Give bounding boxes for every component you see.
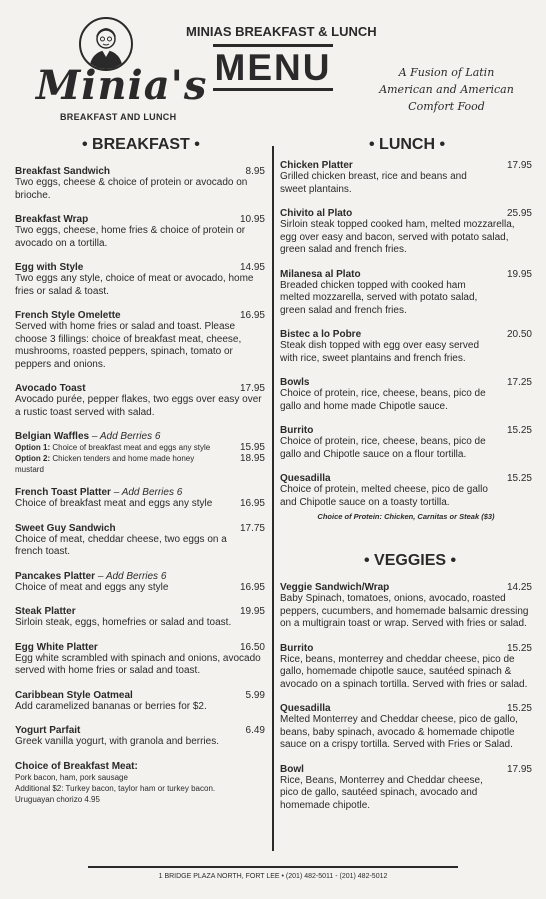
item-description: Choice of breakfast meat and eggs any style: [15, 498, 213, 509]
option-text: Chicken tenders and home made honey mustard: [15, 454, 195, 474]
item-description: Two eggs, cheese, home fries & choice of protein or avocado on a tortilla.: [15, 225, 246, 249]
item-description: Melted Monterrey and Cheddar cheese, pico de gallo, beans, baby spinach, avocado & homemade chipotle sauce on a crispy tortilla. Served with Fries or Salad.: [280, 714, 518, 750]
item-name: Breakfast Wrap: [15, 214, 89, 225]
menu-item: [280, 269, 532, 318]
menu-item: [15, 642, 265, 678]
item-description: Greek vanilla yogurt, with granola and berries.: [15, 736, 219, 747]
item-description: Choice of protein, melted cheese, pico de gallo and Chipotle sauce on a toasty tortilla.: [280, 484, 488, 508]
menu-item: [15, 690, 265, 714]
breakfast-column: [15, 166, 265, 805]
meat-line: Pork bacon, ham, pork sausage: [15, 772, 128, 782]
menu-title: MENU: [213, 44, 333, 91]
menu-item: [15, 166, 265, 202]
menu-item: [15, 523, 265, 559]
option-row: [15, 453, 265, 475]
option-row: [15, 442, 265, 453]
option-text: Choice of breakfast meat and eggs any style: [52, 443, 211, 452]
item-description: Choice of meat and eggs any style: [15, 581, 169, 593]
item-description: Breaded chicken topped with cooked ham melted mozzarella, served with potato salad, green salad and french fries.: [280, 279, 478, 316]
logo-subtitle: BREAKFAST AND LUNCH: [60, 112, 177, 122]
item-name: Egg White Platter: [15, 641, 98, 653]
breakfast-meat-note: [15, 761, 265, 805]
item-price: 16.95: [239, 498, 265, 509]
item-name: Steak Platter: [15, 606, 76, 617]
item-name: Avocado Toast: [15, 383, 86, 394]
item-name: Pancakes Platter: [15, 570, 96, 582]
item-description: Sirloin steak topped cooked ham, melted mozzarella, egg over easy and bacon, served with potato salad, green salad and french fries.: [280, 219, 515, 255]
item-extra: – Add Berries 6: [91, 431, 161, 442]
lunch-column: [280, 160, 532, 521]
protein-note: Choice of Protein: Chicken, Carnitas or Steak ($3): [317, 512, 495, 521]
item-name: Bowls: [280, 377, 310, 388]
item-name: Belgian Waffles: [15, 431, 90, 442]
option-label: Option 1:: [15, 443, 51, 452]
item-description: Choice of protein, rice, cheese, beans, pico de gallo and home made Chipotle sauce.: [280, 388, 486, 412]
item-description: Steak dish topped with egg over easy served with rice, sweet plantains and french fries.: [280, 340, 480, 364]
item-name: Egg with Style: [15, 262, 84, 273]
menu-item: [280, 764, 532, 813]
item-name: French Toast Platter: [15, 487, 111, 498]
column-divider: [272, 146, 274, 851]
item-price: 19.95: [239, 606, 265, 617]
menu-item: [15, 571, 265, 595]
menu-item: [15, 487, 265, 511]
item-price: 17.75: [239, 522, 265, 534]
item-extra: – Add Berries 6: [97, 570, 167, 582]
item-price: 16.50: [239, 641, 265, 653]
veggies-heading: • VEGGIES •: [364, 552, 457, 569]
item-name: Breakfast Sandwich: [15, 166, 111, 177]
item-name: French Style Omelette: [15, 310, 121, 321]
menu-item: [15, 262, 265, 298]
item-price: 19.95: [506, 268, 532, 280]
restaurant-name: MINIAS BREAKFAST & LUNCH: [186, 24, 377, 39]
item-description: Choice of meat, cheddar cheese, two eggs on a french toast.: [15, 533, 227, 557]
item-description: Sirloin steak, eggs, homefries or salad and toast.: [15, 617, 232, 628]
veggies-column: [280, 582, 532, 812]
item-name: Quesadilla: [280, 703, 331, 714]
item-description: Avocado purée, pepper flakes, two eggs over easy over a rustic toast served with salad.: [15, 394, 262, 418]
menu-item: [280, 329, 532, 365]
menu-header: [0, 0, 546, 130]
item-price: 16.95: [239, 310, 265, 321]
item-description: Choice of protein, rice, cheese, beans, pico de gallo and Chipotle sauce on a flour tortilla.: [280, 436, 486, 460]
item-price: 17.25: [506, 377, 532, 388]
item-name: Chivito al Plato: [280, 208, 353, 219]
item-name: Bistec a lo Pobre: [280, 329, 362, 340]
item-price: 14.25: [506, 582, 532, 593]
item-name: Yogurt Parfait: [15, 725, 81, 736]
menu-item: [15, 214, 265, 250]
menu-item: [280, 703, 532, 752]
menu-item: [15, 310, 265, 371]
item-extra: – Add Berries 6: [113, 487, 183, 498]
item-name: Veggie Sandwich/Wrap: [280, 582, 390, 593]
item-price: 17.95: [239, 383, 265, 394]
item-price: 15.25: [506, 473, 532, 484]
item-price: 20.50: [506, 329, 532, 340]
item-price: 15.25: [506, 703, 532, 714]
item-description: Served with home fries or salad and toast. Please choose 3 fillings: choice of breakfast meat, cheese, mushrooms, roasted peppers, spinach, tomato or peppers and onions.: [15, 321, 242, 370]
item-name: Chicken Platter: [280, 160, 353, 171]
item-price: 15.25: [506, 642, 532, 654]
item-price: 14.95: [239, 262, 265, 273]
item-name: Bowl: [280, 763, 304, 775]
option-label: Option 2:: [15, 454, 51, 463]
item-price: 16.95: [239, 581, 265, 593]
footer-divider: [88, 866, 458, 868]
item-name: Quesadilla: [280, 473, 331, 484]
menu-item: [280, 473, 532, 521]
item-description: Grilled chicken breast, rice and beans and sweet plantains.: [280, 171, 467, 195]
item-name: Sweet Guy Sandwich: [15, 522, 116, 534]
item-price: 8.95: [245, 166, 265, 177]
option-price: 18.95: [239, 453, 265, 464]
item-price: 17.95: [506, 763, 532, 775]
item-description: Egg white scrambled with spinach and onions, avocado served with home fries or salad and toast.: [15, 652, 261, 676]
menu-item: [280, 208, 532, 257]
menu-item: [280, 425, 532, 461]
item-name: Choice of Breakfast Meat:: [15, 760, 138, 772]
item-name: Milanesa al Plato: [280, 268, 361, 280]
item-name: Burrito: [280, 642, 314, 654]
item-price: 6.49: [245, 725, 265, 736]
item-price: 10.95: [239, 214, 265, 225]
item-price: 25.95: [506, 208, 532, 219]
menu-item: [280, 377, 532, 413]
item-name: Burrito: [280, 425, 314, 436]
item-description: Baby Spinach, tomatoes, onions, avocado, roasted peppers, cucumbers, and homemade balsamic dressing on a multigrain toast or wrap. Served with fries or salad.: [280, 593, 529, 629]
menu-item-waffles: [15, 431, 265, 475]
tagline: A Fusion of Latin American and American Comfort Food: [379, 66, 514, 113]
footer-address: 1 BRIDGE PLAZA NORTH, FORT LEE • (201) 482-5011 - (201) 482-5012: [158, 873, 388, 880]
item-description: Two eggs, cheese & choice of protein or avocado on brioche.: [15, 177, 248, 201]
item-price: 5.99: [245, 689, 265, 701]
menu-item: [15, 606, 265, 630]
option-price: 15.95: [239, 442, 265, 453]
item-description: Rice, Beans, Monterrey and Cheddar cheese, pico de gallo, sautéed spinach, avocado and homemade chipotle.: [280, 774, 483, 811]
lunch-heading: • LUNCH •: [369, 136, 446, 153]
item-description: Add caramelized bananas or berries for $2.: [15, 700, 207, 712]
breakfast-heading: • BREAKFAST •: [82, 136, 200, 153]
menu-item: [280, 643, 532, 692]
item-description: Two eggs any style, choice of meat or avocado, home fries or salad & toast.: [15, 273, 254, 297]
item-price: 17.95: [506, 160, 532, 171]
menu-item: [15, 725, 265, 749]
logo-wordmark: Minia's: [36, 62, 208, 109]
item-name: Caribbean Style Oatmeal: [15, 689, 133, 701]
meat-line: Uruguayan chorizo 4.95: [15, 794, 100, 804]
meat-line: Additional $2: Turkey bacon, taylor ham or turkey bacon.: [15, 783, 216, 793]
item-price: 15.25: [506, 425, 532, 436]
menu-item: [280, 160, 532, 196]
menu-item: [15, 383, 265, 419]
menu-item: [280, 582, 532, 631]
item-description: Rice, beans, monterrey and cheddar cheese, pico de gallo, homemade chipotle sauce, sautéed spinach & avocado on a spinach tortilla. Served with fries or salad.: [280, 653, 528, 690]
